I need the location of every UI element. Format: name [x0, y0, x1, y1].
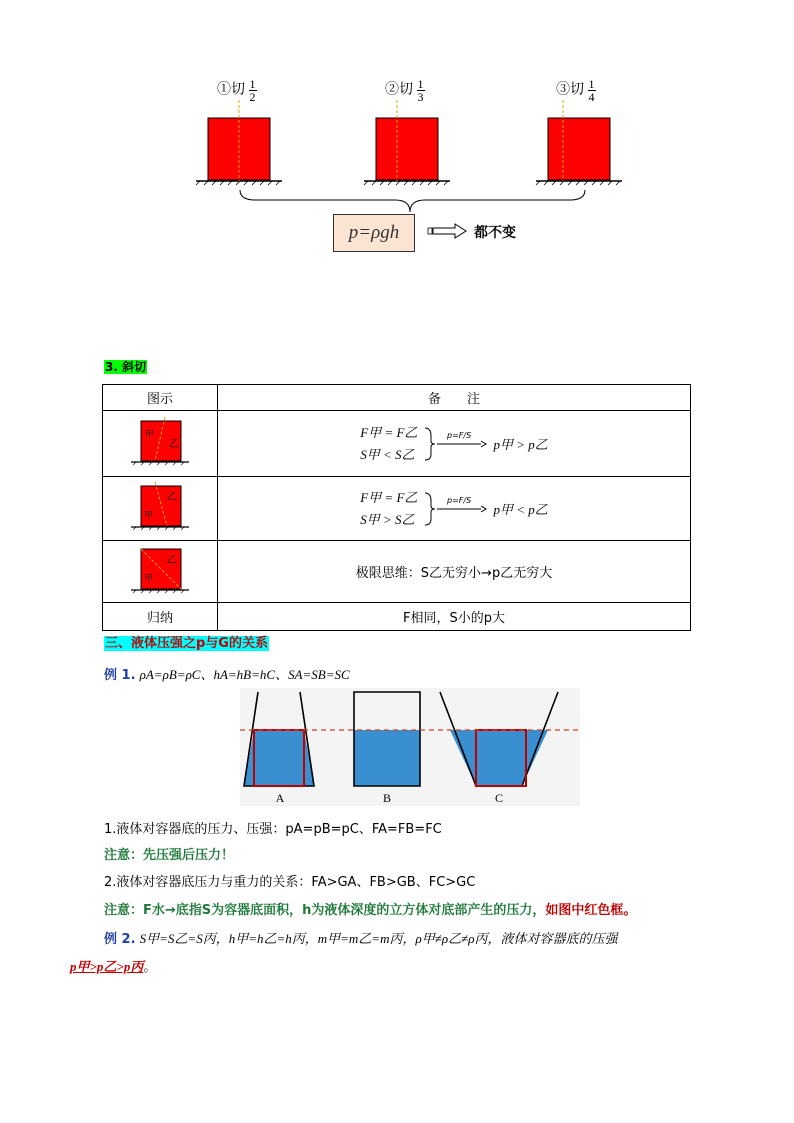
- block-label-b: 甲: [144, 510, 154, 521]
- table-row: [103, 411, 691, 477]
- header-col1: 图示: [103, 385, 218, 411]
- cube-3: [548, 118, 610, 180]
- block-label-b: 甲: [144, 573, 154, 584]
- cube-2: [376, 118, 438, 180]
- containers-figure: [240, 688, 580, 806]
- oblique-block-3: [125, 545, 195, 595]
- force-relation: F甲 = F乙: [360, 424, 418, 440]
- formula-box: p=ρgh: [333, 214, 415, 252]
- table-row: [103, 477, 691, 541]
- note-cell: [218, 477, 691, 541]
- arrow-label: p=F/S: [447, 495, 472, 505]
- block-label-a: 乙: [167, 491, 177, 503]
- example1-line: 例 1. ρA=ρB=ρC、hA=hB=hC、SA=SB=SC: [104, 667, 350, 683]
- result-text: 都不变: [474, 225, 516, 241]
- container-label: B: [382, 791, 392, 805]
- container-label: A: [275, 791, 285, 805]
- force-relation: F甲 = F乙: [360, 489, 418, 505]
- example2-line: 例 2. S甲=S乙=S丙，h甲=h乙=h丙，m甲=m乙=m丙，ρ甲≠ρ乙≠ρ丙，液体对容器底的压强: [104, 931, 618, 947]
- cut-label-2: ②切 $\frac{1}{3}$: [385, 77, 424, 104]
- liquid-section-heading: 三、液体压强之p与G的关系: [105, 636, 268, 651]
- diagram-cell: [103, 541, 218, 603]
- cut-label-1: ①切 $\frac{1}{2}$: [217, 77, 256, 104]
- area-relation: S甲 > S乙: [360, 511, 415, 527]
- block-label-a: 甲: [145, 429, 155, 440]
- hollow-arrow-icon: [428, 224, 466, 238]
- point-2: 2.液体对容器底压力与重力的关系：FA>GA、FB>GB、FC>GC: [104, 875, 476, 890]
- area-relation: S甲 < S乙: [360, 446, 415, 462]
- container-label: C: [494, 791, 504, 805]
- note-cell: 极限思维：S乙无穷小→p乙无穷大: [218, 541, 691, 603]
- example2-answer-line: p甲>p乙>p丙。: [70, 959, 157, 975]
- implies-arrow-icon: [423, 489, 487, 529]
- oblique-cut-table: [102, 384, 691, 631]
- point-1: 1.液体对容器底的压力、压强：pA=pB=pC、FA=FB=FC: [104, 822, 442, 837]
- note-2: 注意：F水→底指S为容器底面积，h为液体深度的立方体对底部产生的压力，如图中红色框。: [104, 903, 637, 918]
- summary-label: 归纳: [103, 603, 218, 631]
- table-row: [103, 541, 691, 603]
- header-col2: 备 注: [218, 385, 691, 411]
- cut-label-3: ③切 $\frac{1}{4}$: [556, 77, 595, 104]
- table-row: [103, 603, 691, 631]
- block-label-b: 乙: [169, 438, 179, 450]
- section3-heading: 3. 斜切: [105, 360, 147, 374]
- pressure-result: p甲 < p乙: [493, 502, 548, 517]
- diagram-cell: [103, 477, 218, 541]
- table-header-row: [103, 385, 691, 411]
- note-1: 注意：先压强后压力！: [104, 848, 235, 863]
- block-label-a: 乙: [167, 554, 177, 566]
- oblique-block-1: [125, 417, 195, 467]
- diagram-cell: [103, 411, 218, 477]
- oblique-block-2: [125, 482, 195, 532]
- arrow-label: p=F/S: [447, 430, 472, 440]
- implies-arrow-icon: [423, 424, 487, 464]
- brace: [240, 190, 585, 212]
- example2-answer: p甲>p乙>p丙: [70, 959, 144, 974]
- note-cell: [218, 411, 691, 477]
- summary-text: F相同，S小的p大: [218, 603, 691, 631]
- pressure-result: p甲 > p乙: [493, 437, 548, 452]
